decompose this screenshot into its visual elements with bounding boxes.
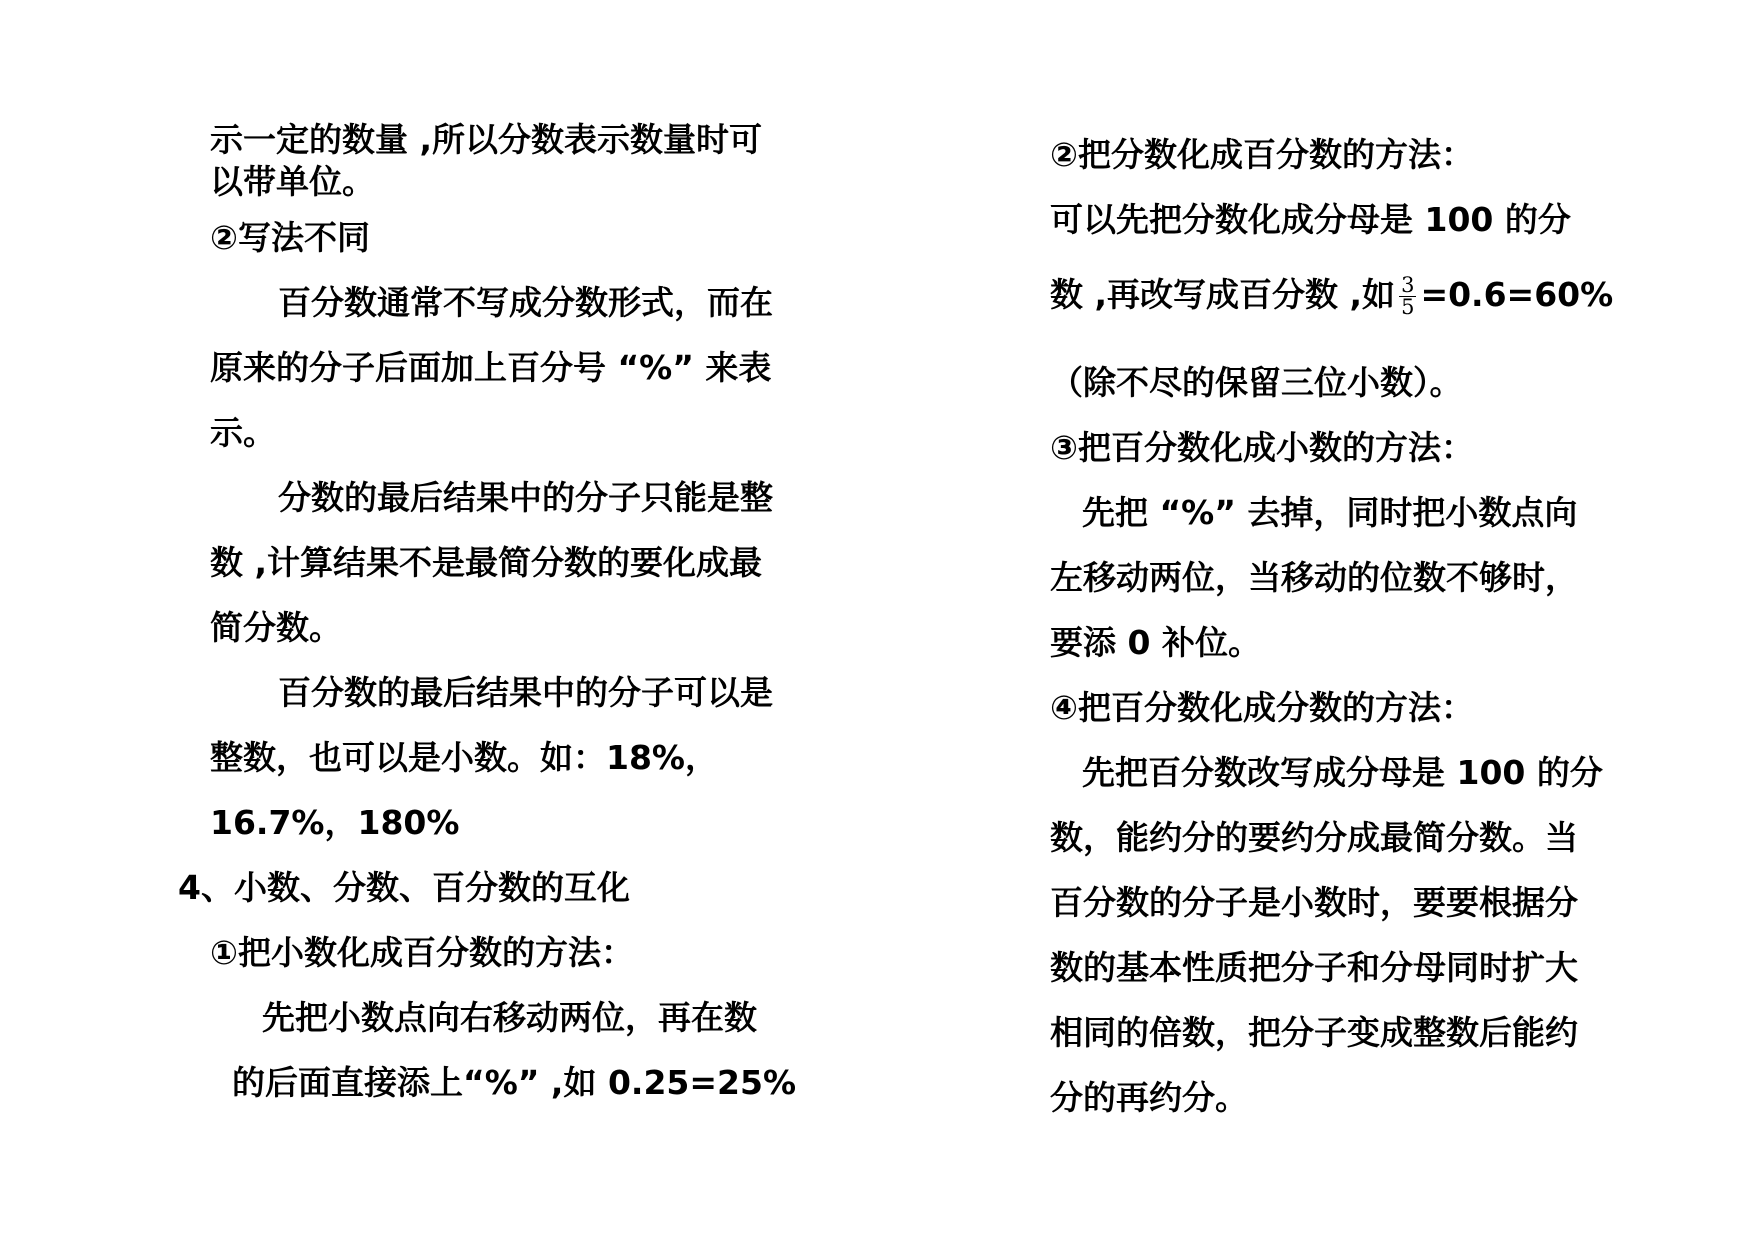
text-line: 以带单位。	[210, 162, 375, 201]
text-line: 数 ,计算结果不是最简分数的要化成最	[210, 543, 763, 582]
text-line: 百分数的分子是小数时，要要根据分	[1050, 883, 1578, 922]
text-line: 数，能约分的要约分成最简分数。当	[1050, 818, 1578, 857]
fraction-denominator: 5	[1401, 295, 1415, 319]
text-line: 分数的最后结果中的分子只能是整	[278, 478, 773, 517]
text-line: 百分数通常不写成分数形式，而在	[278, 283, 773, 322]
text-line: （除不尽的保留三位小数）。	[1050, 363, 1463, 402]
text-line-with-fraction	[1050, 265, 1613, 325]
text-line: 可以先把分数化成分母是 100 的分	[1050, 200, 1571, 239]
text-line: 相同的倍数，把分子变成整数后能约	[1050, 1013, 1578, 1052]
subheading-percent-to-fraction: ④把百分数化成分数的方法：	[1050, 688, 1474, 727]
subheading-decimal-to-percent: ①把小数化成百分数的方法：	[210, 933, 634, 972]
text-line: 16.7%，180%	[210, 803, 460, 842]
subheading-fraction-to-percent: ②把分数化成百分数的方法：	[1050, 135, 1474, 174]
text-line: 原来的分子后面加上百分号 “%” 来表	[210, 348, 772, 387]
fraction-numerator: 3	[1401, 273, 1415, 297]
text-line: 左移动两位，当移动的位数不够时，	[1050, 558, 1578, 597]
text-segment: 数 ,再改写成百分数 ,如	[1050, 275, 1396, 314]
text-segment: =0.6=60%	[1420, 275, 1614, 314]
text-line: 示一定的数量 ,所以分数表示数量时可	[210, 120, 763, 159]
text-line: 百分数的最后结果中的分子可以是	[278, 673, 773, 712]
subheading-percent-to-decimal: ③把百分数化成小数的方法：	[1050, 428, 1474, 467]
text-line: 示。	[210, 413, 276, 452]
text-line: 整数，也可以是小数。如：18%，	[210, 738, 718, 777]
text-line: 要添 0 补位。	[1050, 623, 1261, 662]
subheading-writing-difference: ②写法不同	[210, 218, 370, 257]
text-line: 简分数。	[210, 608, 342, 647]
section-heading-conversion: 4、小数、分数、百分数的互化	[178, 868, 630, 907]
text-line: 先把小数点向右移动两位，再在数	[262, 998, 757, 1037]
fraction	[1399, 275, 1416, 318]
text-line: 分的再约分。	[1050, 1078, 1248, 1117]
text-line: 先把 “%” 去掉，同时把小数点向	[1082, 493, 1578, 532]
text-line: 先把百分数改写成分母是 100 的分	[1082, 753, 1603, 792]
text-line: 的后面直接添上“%” ,如 0.25=25%	[232, 1063, 797, 1102]
text-line: 数的基本性质把分子和分母同时扩大	[1050, 948, 1578, 987]
